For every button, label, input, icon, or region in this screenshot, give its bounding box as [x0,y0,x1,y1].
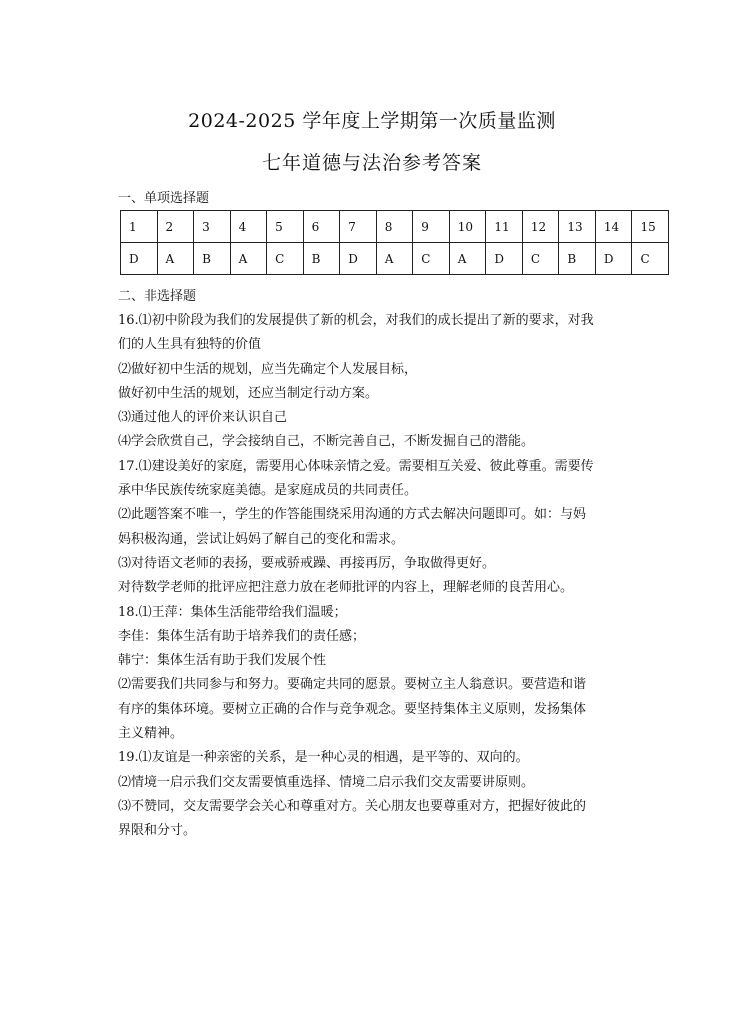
answer-cell: B [303,243,340,275]
question-number-cell: 11 [486,211,523,243]
answer-text-line: 李佳：集体生活有助于培养我们的责任感； [118,628,366,644]
answer-text-line: ⑵此题答案不唯一，学生的作答能围绕采用沟通的方式去解决问题即可。如：与妈 [118,507,587,523]
answer-cell: D [595,243,632,275]
answer-text-line: ⑶不赞同，交友需要学会关心和尊重对方。关心朋友也要尊重对方，把握好彼此的 [118,798,587,814]
answer-cell: C [413,243,450,275]
answer-text-line: ⑵情境一启示我们交友需要慎重选择、情境二启示我们交友需要讲原则。 [118,774,535,790]
answer-text-line: 16.⑴初中阶段为我们的发展提供了新的机会，对我们的成长提出了新的要求，对我 [118,313,594,328]
answer-text-line: 主义精神。 [118,726,184,742]
answer-cell: C [522,243,559,275]
question-number-cell: 3 [194,211,231,243]
answer-text-block [118,309,638,844]
answer-text-line: 承中华民族传统家庭美德。是家庭成员的共同责任。 [118,483,418,499]
question-number-cell: 1 [121,211,158,243]
question-number-cell: 4 [230,211,267,243]
answer-text-line: 们的人生具有独特的价值 [118,337,262,353]
question-number-cell: 10 [449,211,486,243]
answer-table [120,210,669,275]
answer-text-line: ⑶通过他人的评价来认识自己 [118,410,288,426]
answer-cell: A [230,243,267,275]
answer-text-line: 妈积极沟通，尝试让妈妈了解自己的变化和需求。 [118,531,405,547]
document-title: 2024-2025 学年度上学期第一次质量监测 [188,110,556,132]
answer-text-line: 18.⑴王萍：集体生活能带给我们温暖； [118,604,347,620]
question-number-row [121,211,669,243]
answer-cell: D [486,243,523,275]
document-subtitle: 七年道德与法治参考答案 [261,152,482,174]
answer-cell: B [559,243,596,275]
answer-text-line: 韩宁：集体生活有助于我们发展个性 [118,653,327,669]
answer-text-line: ⑷学会欣赏自己，学会接纳自己，不断完善自己，不断发掘自己的潜能。 [118,434,535,450]
question-number-cell: 14 [595,211,632,243]
answer-cell: B [194,243,231,275]
question-number-cell: 8 [376,211,413,243]
answer-text-line: 有序的集体环境。要树立正确的合作与竞争观念。要坚持集体主义原则，发扬集体 [118,701,587,717]
answer-text-line: 19.⑴友谊是一种亲密的关系，是一种心灵的相遇，是平等的、双向的。 [118,750,529,766]
answer-text-line: ⑶对待语文老师的表扬，要戒骄戒躁、再接再厉，争取做得更好。 [118,555,496,571]
answer-cell: A [449,243,486,275]
answer-text-line: 界限和分寸。 [118,823,197,839]
answer-cell: D [340,243,377,275]
answer-cell: A [376,243,413,275]
answer-cell: C [267,243,304,275]
answer-row [121,243,669,275]
question-number-cell: 9 [413,211,450,243]
question-number-cell: 2 [157,211,194,243]
answer-text-line: ⑵做好初中生活的规划，应当先确定个人发展目标， [118,361,418,377]
answer-cell: D [121,243,158,275]
answer-text-line: 对待数学老师的批评应把注意力放在老师批评的内容上，理解老师的良苦用心。 [118,580,574,596]
answer-text-line: 17.⑴建设美好的家庭，需要用心体味亲情之爱。需要相互关爱、彼此尊重。需要传 [118,458,594,474]
question-number-cell: 15 [632,211,669,243]
question-number-cell: 5 [267,211,304,243]
answer-text-line: ⑵需要我们共同参与和努力。要确定共同的愿景。要树立主人翁意识。要营造和谐 [118,677,587,693]
question-number-cell: 12 [522,211,559,243]
question-number-cell: 7 [340,211,377,243]
answer-cell: C [632,243,669,275]
answer-cell: A [157,243,194,275]
section-heading-multiple-choice: 一、单项选择题 [118,191,210,206]
section-heading-open-questions: 二、非选择题 [118,289,197,304]
answer-text-line: 做好初中生活的规划，还应当制定行动方案。 [118,385,379,401]
question-number-cell: 13 [559,211,596,243]
question-number-cell: 6 [303,211,340,243]
